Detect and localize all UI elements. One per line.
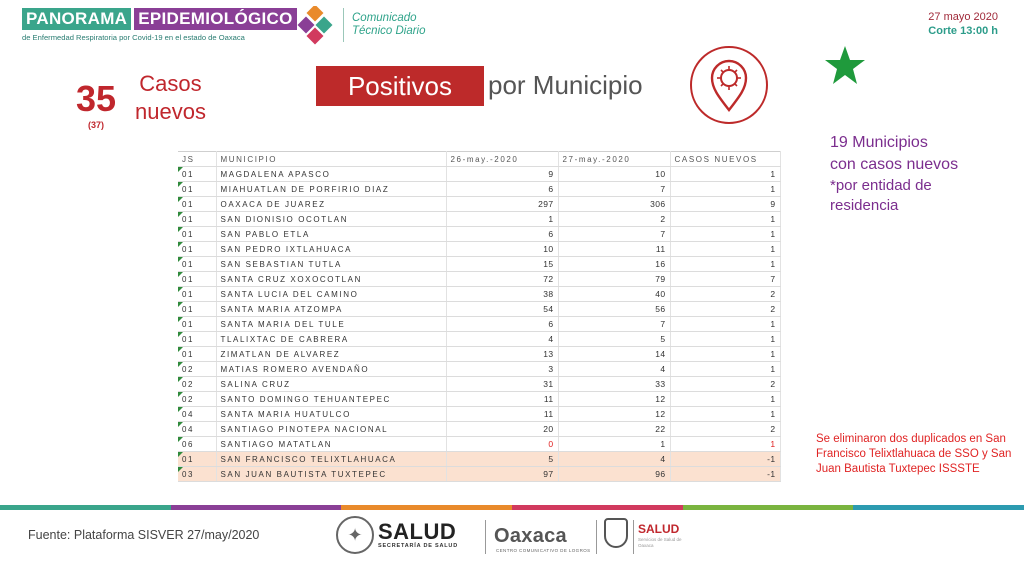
cell-26-may: 13 (446, 347, 558, 362)
cell-casos-nuevos: 1 (670, 182, 780, 197)
cell-js: 01 (178, 167, 216, 182)
table-row (178, 182, 780, 197)
previous-cases-count: (37) (88, 120, 105, 130)
cell-casos-nuevos: -1 (670, 452, 780, 467)
table-row (178, 302, 780, 317)
new-cases-count: 35 (76, 78, 117, 119)
table-row (178, 227, 780, 242)
cell-27-may: 10 (558, 167, 670, 182)
cell-municipio: SAN SEBASTIAN TUTLA (216, 257, 446, 272)
salud-logo-text: SALUD (378, 519, 457, 544)
cell-27-may: 4 (558, 452, 670, 467)
comunicado-label (352, 12, 426, 38)
cell-27-may: 16 (558, 257, 670, 272)
cell-26-may: 297 (446, 197, 558, 212)
title-panorama: PANORAMA (22, 8, 131, 30)
cell-27-may: 22 (558, 422, 670, 437)
cell-js: 01 (178, 347, 216, 362)
cell-casos-nuevos: 1 (670, 407, 780, 422)
cell-27-may: 7 (558, 227, 670, 242)
table-row (178, 197, 780, 212)
col-header-26-may: 26-may.-2020 (446, 152, 558, 167)
table-row (178, 422, 780, 437)
cell-municipio: OAXACA DE JUAREZ (216, 197, 446, 212)
cell-js: 01 (178, 212, 216, 227)
cell-26-may: 54 (446, 302, 558, 317)
cell-casos-nuevos: 9 (670, 197, 780, 212)
cell-26-may: 5 (446, 452, 558, 467)
cell-26-may: 6 (446, 317, 558, 332)
header-logo (22, 8, 297, 42)
cell-26-may: 20 (446, 422, 558, 437)
cell-municipio: ZIMATLAN DE ALVAREZ (216, 347, 446, 362)
comunicado-line2: Técnico Diario (352, 25, 426, 37)
salud-logo-sub: SECRETARÍA DE SALUD (378, 543, 458, 549)
salud-federal-logo (336, 516, 458, 554)
table-row (178, 392, 780, 407)
municipios-table (178, 151, 780, 482)
casos-label-line1: Casos (139, 71, 202, 96)
cell-27-may: 7 (558, 182, 670, 197)
cell-27-may: 2 (558, 212, 670, 227)
cell-municipio: MATIAS ROMERO AVENDAÑO (216, 362, 446, 377)
table-row (178, 362, 780, 377)
cell-26-may: 6 (446, 182, 558, 197)
table-row (178, 242, 780, 257)
footer-divider-2 (596, 520, 597, 554)
cell-js: 02 (178, 377, 216, 392)
footer-divider-3 (633, 520, 634, 554)
cell-26-may: 11 (446, 392, 558, 407)
cell-js: 06 (178, 437, 216, 452)
cell-26-may: 38 (446, 287, 558, 302)
title-epidemiologico: EPIDEMIOLÓGICO (134, 8, 296, 30)
cell-26-may: 72 (446, 272, 558, 287)
cell-js: 01 (178, 332, 216, 347)
por-municipio-title: por Municipio (488, 70, 643, 100)
cell-municipio: SAN FRANCISCO TELIXTLAHUACA (216, 452, 446, 467)
table-row (178, 437, 780, 452)
col-header-js: JS (178, 152, 216, 167)
municipios-line4: residencia (830, 197, 899, 214)
cell-casos-nuevos: 1 (670, 347, 780, 362)
cell-js: 01 (178, 302, 216, 317)
report-date (928, 10, 998, 38)
cell-26-may: 6 (446, 227, 558, 242)
cell-27-may: 96 (558, 467, 670, 482)
cell-casos-nuevos: 1 (670, 392, 780, 407)
cell-js: 02 (178, 392, 216, 407)
cell-municipio: SAN PEDRO IXTLAHUACA (216, 242, 446, 257)
cell-26-may: 1 (446, 212, 558, 227)
municipios-line3: *por entidad de (830, 177, 932, 194)
salud-state-logo-sub: Servicios de Salud de Oaxaca (638, 537, 682, 548)
cell-casos-nuevos: 2 (670, 287, 780, 302)
cell-js: 01 (178, 452, 216, 467)
comunicado-line1: Comunicado (352, 12, 417, 24)
cell-27-may: 14 (558, 347, 670, 362)
table-row (178, 317, 780, 332)
cell-26-may: 3 (446, 362, 558, 377)
cell-casos-nuevos: 1 (670, 227, 780, 242)
virus-location-icon (688, 44, 770, 126)
positivos-banner: Positivos (316, 66, 484, 106)
header-divider (343, 8, 344, 42)
table-row (178, 167, 780, 182)
cell-municipio: SAN JUAN BAUTISTA TUXTEPEC (216, 467, 446, 482)
cell-municipio: MAGDALENA APASCO (216, 167, 446, 182)
cell-27-may: 1 (558, 437, 670, 452)
cell-27-may: 56 (558, 302, 670, 317)
municipios-line2: con casos nuevos (830, 156, 959, 173)
cell-js: 01 (178, 227, 216, 242)
table-row (178, 287, 780, 302)
table-row (178, 332, 780, 347)
cell-municipio: SANTA MARIA ATZOMPA (216, 302, 446, 317)
cell-js: 01 (178, 317, 216, 332)
source-text: Fuente: Plataforma SISVER 27/may/2020 (28, 528, 260, 542)
cell-27-may: 79 (558, 272, 670, 287)
stripe-segment (341, 505, 512, 510)
municipios-count: 19 Municipios (830, 134, 928, 151)
cell-casos-nuevos: 7 (670, 272, 780, 287)
duplicates-note: Se eliminaron dos duplicados en San Francisco Telixtlahuaca de SSO y San Juan Bautista Tuxtepec ISSSTE (816, 433, 1012, 475)
cell-casos-nuevos: 1 (670, 332, 780, 347)
cell-municipio: SAN DIONISIO OCOTLAN (216, 212, 446, 227)
date-text: 27 mayo 2020 (928, 11, 998, 23)
diamonds-logo-icon (296, 6, 336, 46)
cell-27-may: 33 (558, 377, 670, 392)
cell-municipio: SANTA MARIA HUATULCO (216, 407, 446, 422)
cell-casos-nuevos: 1 (670, 317, 780, 332)
cell-casos-nuevos: 2 (670, 422, 780, 437)
star-icon (823, 44, 867, 88)
salud-state-logo-text: SALUD (638, 522, 680, 536)
cell-casos-nuevos: 1 (670, 437, 780, 452)
cell-27-may: 7 (558, 317, 670, 332)
cell-js: 03 (178, 467, 216, 482)
table-header-row (178, 152, 780, 167)
cell-casos-nuevos: 2 (670, 302, 780, 317)
cell-js: 01 (178, 272, 216, 287)
table-row (178, 452, 780, 467)
table-row (178, 257, 780, 272)
cell-27-may: 306 (558, 197, 670, 212)
cell-26-may: 10 (446, 242, 558, 257)
cell-26-may: 4 (446, 332, 558, 347)
cell-casos-nuevos: 1 (670, 212, 780, 227)
table-row (178, 347, 780, 362)
header-subtitle: de Enfermedad Respiratoria por Covid-19 en el estado de Oaxaca (22, 33, 245, 42)
casos-label-line2: nuevos (135, 99, 206, 124)
cell-26-may: 31 (446, 377, 558, 392)
cell-casos-nuevos: 2 (670, 377, 780, 392)
new-cases-label (135, 70, 206, 126)
cell-js: 02 (178, 362, 216, 377)
cell-municipio: SALINA CRUZ (216, 377, 446, 392)
cell-js: 01 (178, 242, 216, 257)
cell-municipio: MIAHUATLAN DE PORFIRIO DIAZ (216, 182, 446, 197)
footer-divider (485, 520, 486, 554)
cell-js: 04 (178, 407, 216, 422)
cell-26-may: 0 (446, 437, 558, 452)
cell-27-may: 11 (558, 242, 670, 257)
table-row (178, 467, 780, 482)
cell-municipio: SANTA CRUZ XOXOCOTLAN (216, 272, 446, 287)
cell-27-may: 40 (558, 287, 670, 302)
cell-js: 04 (178, 422, 216, 437)
col-header-municipio: MUNICIPIO (216, 152, 446, 167)
cell-municipio: SANTIAGO MATATLAN (216, 437, 446, 452)
cell-municipio: SANTIAGO PINOTEPA NACIONAL (216, 422, 446, 437)
cell-js: 01 (178, 182, 216, 197)
stripe-segment (171, 505, 342, 510)
eagle-seal-icon: ✦ (336, 516, 374, 554)
table-row (178, 377, 780, 392)
cell-casos-nuevos: 1 (670, 257, 780, 272)
oaxaca-logo-sub: CENTRO COMUNICATIVO DE LOGROS (496, 548, 591, 553)
stripe-segment (0, 505, 171, 510)
cell-26-may: 11 (446, 407, 558, 422)
oaxaca-logo-text: Oaxaca (494, 525, 567, 547)
cell-27-may: 12 (558, 407, 670, 422)
col-header-27-may: 27-may.-2020 (558, 152, 670, 167)
cell-27-may: 5 (558, 332, 670, 347)
stripe-segment (512, 505, 683, 510)
cell-js: 01 (178, 197, 216, 212)
cell-27-may: 4 (558, 362, 670, 377)
cell-municipio: SANTA MARIA DEL TULE (216, 317, 446, 332)
table-row (178, 212, 780, 227)
stripe-segment (853, 505, 1024, 510)
cell-casos-nuevos: 1 (670, 362, 780, 377)
cell-casos-nuevos: -1 (670, 467, 780, 482)
cell-municipio: SANTA LUCIA DEL CAMINO (216, 287, 446, 302)
cell-27-may: 12 (558, 392, 670, 407)
corte-text: Corte 13:00 h (928, 25, 998, 37)
cell-26-may: 15 (446, 257, 558, 272)
cell-municipio: SANTO DOMINGO TEHUANTEPEC (216, 392, 446, 407)
color-stripe (0, 505, 1024, 510)
cell-municipio: TLALIXTAC DE CABRERA (216, 332, 446, 347)
municipios-note (830, 132, 958, 216)
cell-js: 01 (178, 287, 216, 302)
cell-26-may: 97 (446, 467, 558, 482)
cell-casos-nuevos: 1 (670, 167, 780, 182)
table-row (178, 272, 780, 287)
stripe-segment (683, 505, 854, 510)
oaxaca-shield-icon (604, 518, 628, 548)
col-header-casos-nuevos: CASOS NUEVOS (670, 152, 780, 167)
table-row (178, 407, 780, 422)
cell-26-may: 9 (446, 167, 558, 182)
cell-js: 01 (178, 257, 216, 272)
cell-casos-nuevos: 1 (670, 242, 780, 257)
cell-municipio: SAN PABLO ETLA (216, 227, 446, 242)
